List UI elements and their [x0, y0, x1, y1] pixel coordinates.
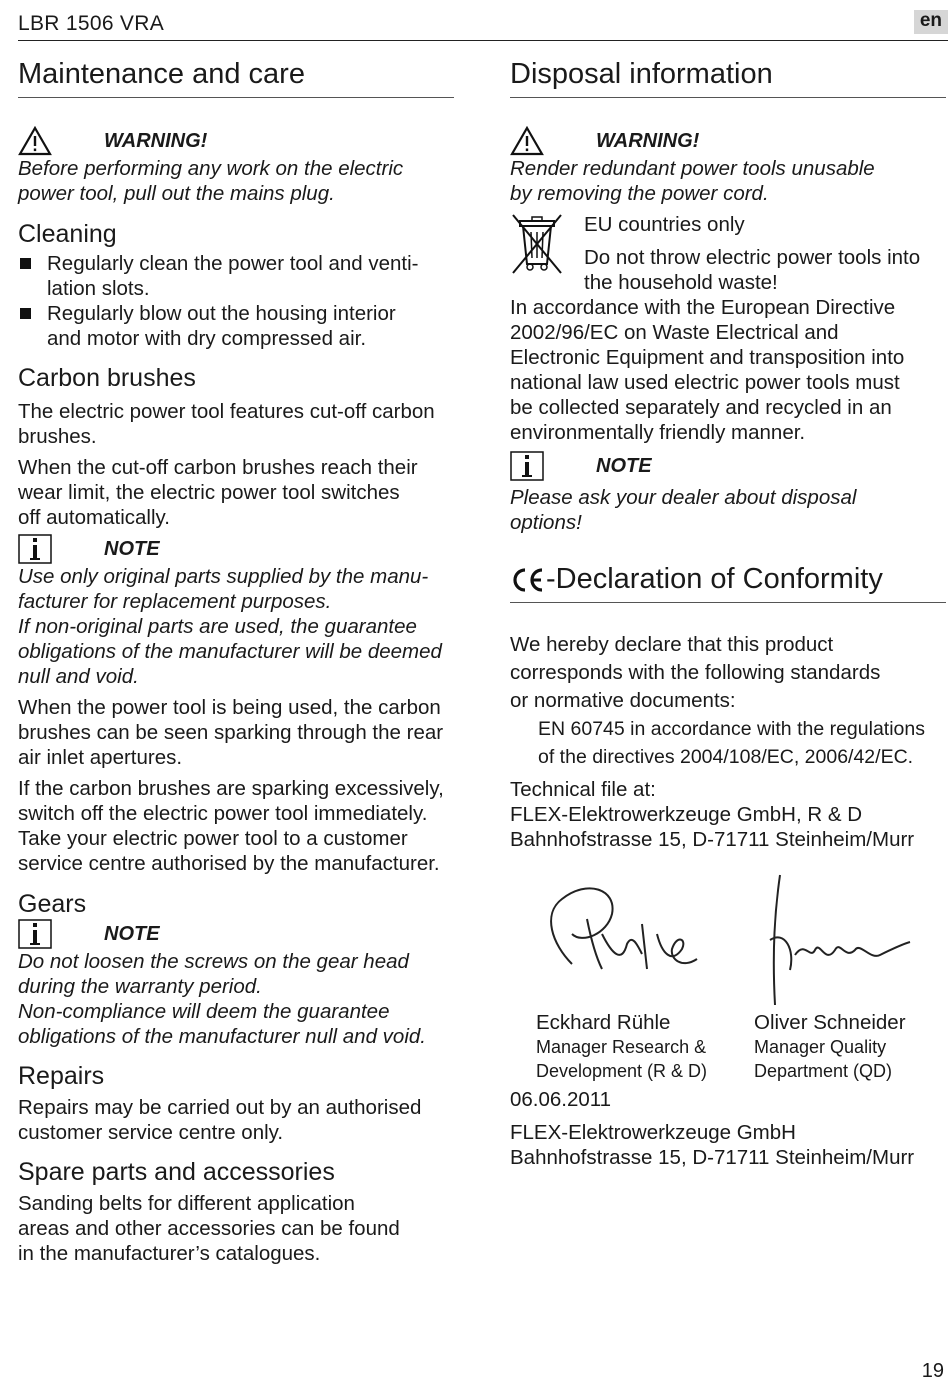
- disposal-title: Disposal information: [510, 58, 946, 98]
- company-line: FLEX-Elektrowerkzeuge GmbH: [510, 1121, 796, 1144]
- weee-block: [510, 212, 946, 295]
- note-text-line: null and void.: [18, 665, 139, 688]
- note-text-line: Use only original parts supplied by the manu-: [18, 565, 429, 588]
- info-icon: [18, 534, 52, 564]
- signature-schneider: [760, 870, 920, 1010]
- warning-text-line: Render redundant power tools unusable: [510, 157, 875, 180]
- crossed-bin-icon: [510, 212, 564, 276]
- info-icon: [18, 919, 52, 949]
- signature-ruehle: [532, 874, 712, 984]
- paragraph-line: FLEX-Elektrowerkzeuge GmbH, R & D: [510, 803, 863, 826]
- note-text-line: options!: [510, 511, 582, 534]
- paragraph-line: Sanding belts for different application: [18, 1192, 355, 1215]
- warning-row: [510, 126, 946, 156]
- warning-label: WARNING!: [104, 129, 208, 152]
- declaration-date: 06.06.2011: [510, 1088, 612, 1111]
- standard-line: EN 60745 in accordance with the regulations: [538, 718, 925, 740]
- paragraph-line: The electric power tool features cut-off carbon: [18, 400, 435, 423]
- paragraph-line: brushes can be seen sparking through the rear: [18, 721, 444, 744]
- note-text-line: during the warranty period.: [18, 975, 262, 998]
- note-text-line: Non-compliance will deem the guarantee: [18, 1000, 390, 1023]
- paragraph-line: Do not throw electric power tools into: [584, 246, 921, 269]
- ce-title-text: -Declaration of Conformity: [546, 563, 883, 595]
- paragraph-line: environmentally friendly manner.: [510, 421, 806, 444]
- paragraph-line: customer service centre only.: [18, 1121, 284, 1144]
- info-icon: [510, 451, 544, 481]
- note-row: [18, 919, 454, 949]
- company-line: Bahnhofstrasse 15, D-71711 Steinheim/Murr: [510, 1146, 915, 1169]
- page-header: [18, 10, 948, 41]
- ce-mark-icon: [510, 567, 546, 593]
- note-text-line: obligations of the manufacturer null and void.: [18, 1025, 426, 1048]
- ce-declaration-title: [510, 563, 946, 603]
- note-text-line: Please ask your dealer about disposal: [510, 486, 857, 509]
- paragraph-line: service centre authorised by the manufacturer.: [18, 852, 440, 875]
- paragraph-line: We hereby declare that this product: [510, 633, 834, 656]
- note-row: [18, 534, 454, 564]
- paragraph-line: brushes.: [18, 425, 97, 448]
- spare-parts-title: Spare parts and accessories: [18, 1158, 335, 1186]
- paragraph-line: corresponds with the following standards: [510, 661, 881, 684]
- paragraph-line: If the carbon brushes are sparking excessively,: [18, 777, 444, 800]
- repairs-title: Repairs: [18, 1062, 105, 1090]
- gears-title: Gears: [18, 890, 87, 918]
- paragraph-line: in the manufacturer’s catalogues.: [18, 1242, 321, 1265]
- signatory-2: [728, 1010, 946, 1083]
- paragraph-line: national law used electric power tools must: [510, 371, 900, 394]
- paragraph-line: areas and other accessories can be found: [18, 1217, 400, 1240]
- paragraph-line: off automatically.: [18, 506, 170, 529]
- language-badge: en: [914, 10, 948, 34]
- note-text-line: facturer for replacement purposes.: [18, 590, 332, 613]
- signatory-role: Department (QD): [754, 1061, 893, 1081]
- right-column: [510, 58, 946, 1170]
- carbon-brushes-title: Carbon brushes: [18, 364, 196, 392]
- signatory-name: Oliver Schneider: [754, 1011, 906, 1034]
- list-item: Regularly blow out the housing interior and motor with dry compressed air.: [18, 301, 454, 351]
- signature-names: [510, 1010, 946, 1083]
- paragraph-line: air inlet apertures.: [18, 746, 183, 769]
- warning-text-line: Before performing any work on the electric: [18, 157, 404, 180]
- paragraph-line: the household waste!: [584, 271, 778, 294]
- note-text-line: Do not loosen the screws on the gear head: [18, 950, 409, 973]
- left-column: [18, 58, 454, 1266]
- cleaning-title: Cleaning: [18, 220, 117, 248]
- signatures: [510, 870, 946, 1010]
- warning-label: WARNING!: [596, 129, 700, 152]
- warning-text-line: by removing the power cord.: [510, 182, 769, 205]
- signatory-role: Development (R & D): [536, 1061, 708, 1081]
- standard-line: of the directives 2004/108/EC, 2006/42/EC.: [538, 746, 914, 768]
- paragraph-line: Electronic Equipment and transposition into: [510, 346, 905, 369]
- model-name: LBR 1506 VRA: [18, 12, 165, 35]
- signatory-role: Manager Research &: [536, 1037, 707, 1057]
- warning-row: [18, 126, 454, 156]
- paragraph-line: In accordance with the European Directive: [510, 296, 896, 319]
- eu-only-text: EU countries only: [584, 213, 745, 236]
- warning-triangle-icon: [510, 126, 544, 156]
- maintenance-title: Maintenance and care: [18, 58, 454, 98]
- note-text-line: If non-original parts are used, the guarantee: [18, 615, 417, 638]
- paragraph-line: or normative documents:: [510, 689, 736, 712]
- paragraph-line: Technical file at:: [510, 778, 656, 801]
- warning-triangle-icon: [18, 126, 52, 156]
- note-row: [510, 451, 946, 481]
- note-label: NOTE: [596, 454, 652, 477]
- signatory-role: Manager Quality: [754, 1037, 887, 1057]
- note-label: NOTE: [104, 922, 160, 945]
- paragraph-line: When the cut-off carbon brushes reach their: [18, 456, 418, 479]
- signatory-1: [510, 1010, 728, 1083]
- paragraph-line: wear limit, the electric power tool switches: [18, 481, 400, 504]
- note-label: NOTE: [104, 537, 160, 560]
- list-item: Regularly clean the power tool and venti- lation slots.: [18, 251, 454, 301]
- page-number: 19: [921, 1360, 944, 1382]
- paragraph-line: Take your electric power tool to a customer: [18, 827, 408, 850]
- note-text-line: obligations of the manufacturer will be deemed: [18, 640, 442, 663]
- paragraph-line: switch off the electric power tool immediately.: [18, 802, 428, 825]
- paragraph-line: 2002/96/EC on Waste Electrical and: [510, 321, 839, 344]
- paragraph-line: When the power tool is being used, the carbon: [18, 696, 441, 719]
- warning-text-line: power tool, pull out the mains plug.: [18, 182, 335, 205]
- paragraph-line: Repairs may be carried out by an authorised: [18, 1096, 422, 1119]
- paragraph-line: be collected separately and recycled in an: [510, 396, 892, 419]
- paragraph-line: Bahnhofstrasse 15, D-71711 Steinheim/Murr: [510, 828, 915, 851]
- cleaning-list: [18, 251, 454, 351]
- signatory-name: Eckhard Rühle: [536, 1011, 671, 1034]
